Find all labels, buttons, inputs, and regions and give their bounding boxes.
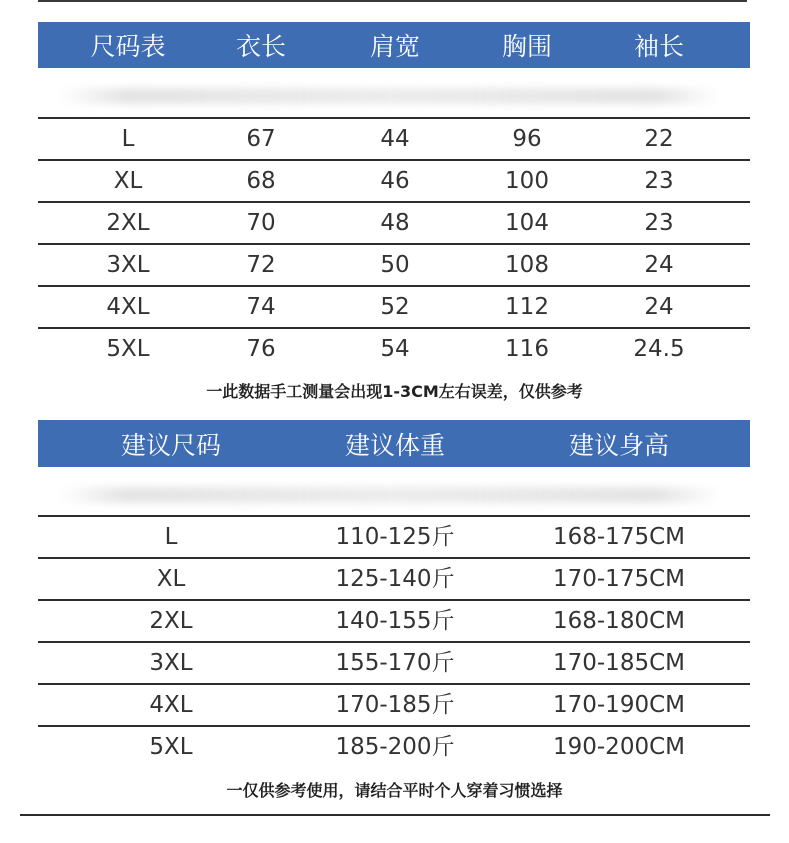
header-cell-size: 尺码表 bbox=[90, 32, 166, 61]
cell-size: XL bbox=[113, 168, 143, 194]
table-row bbox=[38, 559, 750, 601]
header-cell-sleeve: 袖长 bbox=[633, 32, 684, 61]
header-cell-length: 衣长 bbox=[235, 32, 286, 61]
recommend-chart-header bbox=[38, 420, 750, 467]
header-cell-chest: 胸围 bbox=[501, 32, 552, 61]
table-row bbox=[38, 245, 750, 287]
cell-size: 4XL bbox=[106, 294, 150, 320]
cell-sleeve: 24 bbox=[644, 252, 674, 278]
table-row bbox=[38, 329, 750, 371]
cell-recommend-height: 170-185CM bbox=[552, 650, 685, 676]
cell-recommend-size: 2XL bbox=[149, 608, 193, 634]
bottom-divider bbox=[20, 814, 770, 816]
cell-chest: 116 bbox=[505, 336, 549, 362]
cell-shoulder: 48 bbox=[380, 210, 410, 236]
cell-shoulder: 52 bbox=[380, 294, 410, 320]
table-row bbox=[38, 685, 750, 727]
cell-length: 70 bbox=[246, 210, 276, 236]
table-row bbox=[38, 203, 750, 245]
table-row bbox=[38, 727, 750, 769]
cell-length: 72 bbox=[246, 252, 276, 278]
header-cell-recommend-height: 建议身高 bbox=[568, 430, 669, 460]
cell-recommend-size: 5XL bbox=[149, 734, 193, 760]
cell-recommend-weight: 125-140斤 bbox=[335, 566, 455, 592]
cell-length: 67 bbox=[246, 126, 276, 152]
cell-recommend-height: 170-190CM bbox=[552, 692, 685, 718]
table-row bbox=[38, 119, 750, 161]
blurred-region bbox=[60, 88, 720, 104]
cell-size: 5XL bbox=[106, 336, 150, 362]
cell-length: 68 bbox=[246, 168, 276, 194]
cell-chest: 112 bbox=[505, 294, 549, 320]
cell-length: 74 bbox=[246, 294, 276, 320]
cell-shoulder: 44 bbox=[380, 126, 410, 152]
cell-shoulder: 54 bbox=[380, 336, 410, 362]
cell-recommend-height: 170-175CM bbox=[552, 566, 685, 592]
cell-recommend-size: XL bbox=[156, 566, 186, 592]
header-cell-recommend-weight: 建议体重 bbox=[344, 430, 445, 460]
cell-recommend-height: 168-175CM bbox=[552, 524, 685, 550]
cell-length: 76 bbox=[246, 336, 276, 362]
cell-recommend-weight: 170-185斤 bbox=[335, 692, 455, 718]
header-cell-recommend-size: 建议尺码 bbox=[120, 430, 221, 460]
cell-sleeve: 23 bbox=[644, 168, 674, 194]
header-cell-shoulder: 肩宽 bbox=[369, 32, 420, 61]
cell-recommend-weight: 155-170斤 bbox=[335, 650, 455, 676]
cell-chest: 96 bbox=[512, 126, 542, 152]
cell-recommend-size: 3XL bbox=[149, 650, 193, 676]
cell-size: L bbox=[121, 126, 135, 152]
cell-recommend-height: 168-180CM bbox=[552, 608, 685, 634]
size-chart-note: 一此数据手工测量会出现1-3CM左右误差，仅供参考 bbox=[206, 382, 583, 401]
cell-recommend-weight: 140-155斤 bbox=[335, 608, 455, 634]
top-frame-border bbox=[38, 0, 747, 2]
blurred-region bbox=[60, 487, 720, 503]
cell-recommend-size: 4XL bbox=[149, 692, 193, 718]
cell-recommend-height: 190-200CM bbox=[552, 734, 685, 760]
cell-chest: 108 bbox=[505, 252, 549, 278]
cell-sleeve: 22 bbox=[644, 126, 674, 152]
table-row bbox=[38, 601, 750, 643]
recommend-chart-note: 一仅供参考使用，请结合平时个人穿着习惯选择 bbox=[226, 781, 563, 800]
table-row bbox=[38, 161, 750, 203]
cell-chest: 104 bbox=[505, 210, 549, 236]
cell-size: 2XL bbox=[106, 210, 150, 236]
table-row bbox=[38, 517, 750, 559]
cell-sleeve: 24 bbox=[644, 294, 674, 320]
cell-recommend-size: L bbox=[164, 524, 178, 550]
cell-sleeve: 23 bbox=[644, 210, 674, 236]
size-chart-header bbox=[38, 22, 750, 68]
cell-shoulder: 46 bbox=[380, 168, 410, 194]
cell-recommend-weight: 185-200斤 bbox=[335, 734, 455, 760]
table-row bbox=[38, 287, 750, 329]
cell-chest: 100 bbox=[505, 168, 549, 194]
cell-shoulder: 50 bbox=[380, 252, 410, 278]
table-row bbox=[38, 643, 750, 685]
cell-recommend-weight: 110-125斤 bbox=[335, 524, 455, 550]
cell-size: 3XL bbox=[106, 252, 150, 278]
cell-sleeve: 24.5 bbox=[633, 336, 685, 362]
